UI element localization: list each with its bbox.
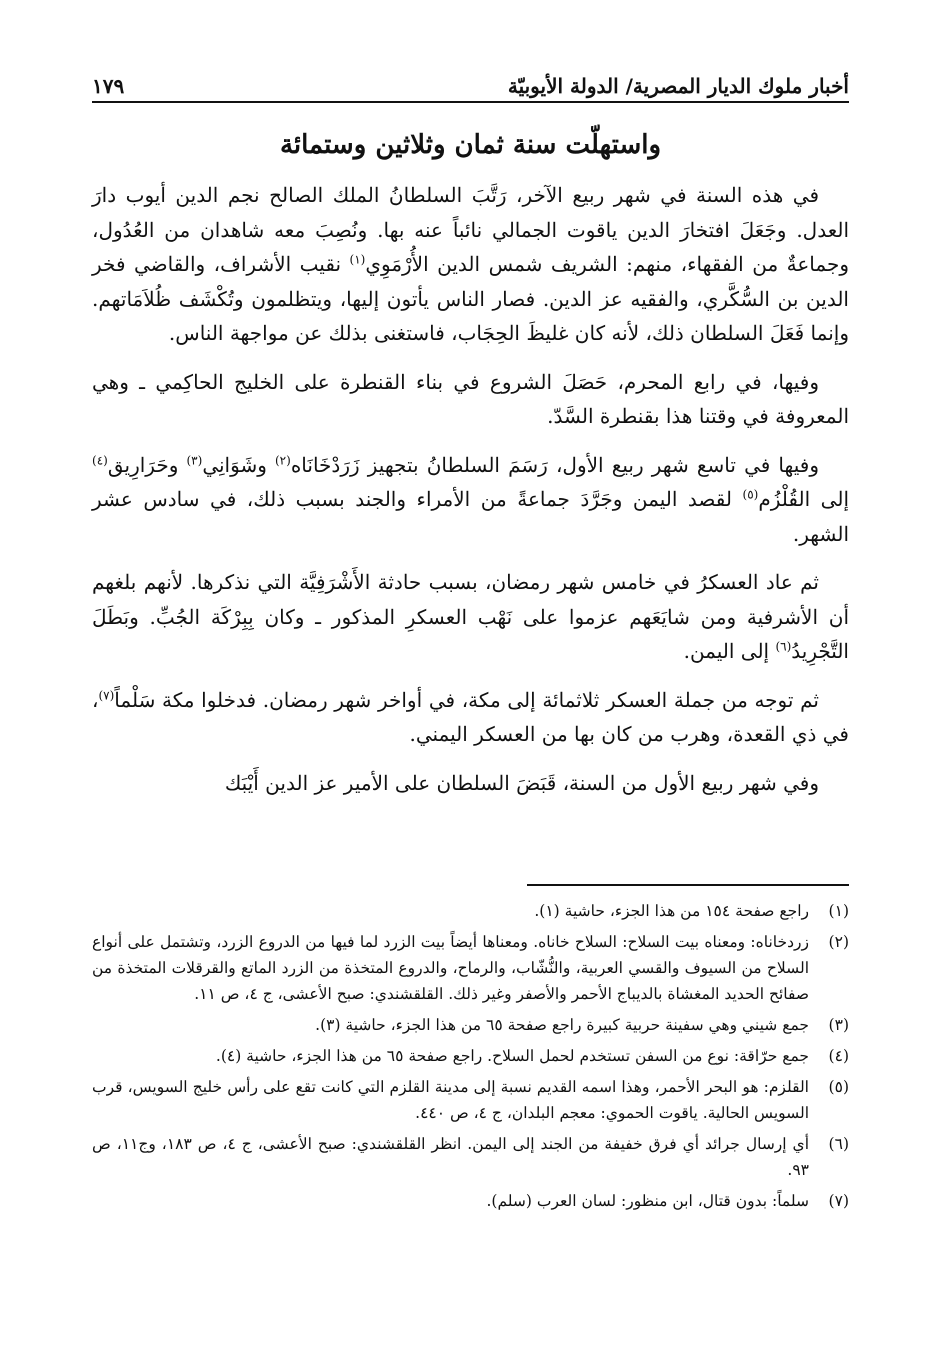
paragraph: ثم عاد العسكرُ في خامس شهر رمضان، بسبب حادثة الأَشْرَفِيَّة التي نذكرها. لأنهم بلغهم أن الأشرفية ومن شايَعَهم عزموا على نَهْب العسكرِ المذكور ـ وكان بِبِرْكَة الجُبِّ. وبَطَلَ التَّجْرِيدُ$^{(٦)}$ إلى اليمن. bbox=[92, 570, 849, 663]
footnote-ref: (٤) bbox=[92, 452, 108, 467]
paragraph: وفيها، في رابع المحرم، حَصَلَ الشروع في بناء القنطرة على الخليج الحاكِمي ـ وهي المعروفة في وقتنا هذا بقنطرة السَّدّ. bbox=[92, 369, 849, 428]
paragraph: ثم توجه من جملة العسكر ثلاثمائة إلى مكة، في أواخر شهر رمضان. فدخلوا مكة سَلْماً$^{(٧)}$، في ذي القعدة، وهرب من كان بها من العسكر اليمني. bbox=[92, 687, 849, 746]
footnote-ref: (٢) bbox=[274, 452, 291, 467]
footnote-ref: (٦) bbox=[775, 639, 792, 654]
chapter-title: واستهلّت سنة ثمان وثلاثين وستمائة bbox=[279, 130, 662, 160]
footnote-ref: (١) bbox=[349, 252, 366, 267]
page-header bbox=[92, 60, 849, 98]
page-number: ١٧٩ bbox=[92, 74, 125, 98]
footnote-ref: (٣) bbox=[186, 452, 203, 467]
footnote-ref: (٥) bbox=[742, 487, 759, 502]
footnote: (٥) القلزم: هو البحر الأحمر، وهذا اسمه القديم نسبة إلى مدينة القلزم التي كانت تقع على رأس خليج السويس، قرب السويس الحالية. ياقوت الحموي: معجم البلدان، ج ٤، ص ٤٤٠. bbox=[92, 1078, 849, 1122]
footnote: (٦) أي إرسال جرائد أي فرق خفيفة من الجند إلى اليمن. انظر القلقشندي: صبح الأعشى، ج ٤، ص ١٨٣، وج١١، ص ٩٣. bbox=[92, 1135, 849, 1179]
running-title: أخبار ملوك الديار المصرية/ الدولة الأيوبيّة bbox=[507, 74, 849, 98]
header-rule bbox=[92, 101, 849, 103]
footnote-ref: (٧) bbox=[98, 687, 115, 702]
paragraph: وفي شهر ربيع الأول من السنة، قَبَضَ السلطان على الأمير عز الدين أَيْبَك bbox=[224, 770, 819, 795]
main-text bbox=[92, 178, 849, 814]
footnote: (٤) جمع حرّاقة: نوع من السفن تستخدم لحمل السلاح. راجع صفحة ٦٥ من هذا الجزء، حاشية (٤). bbox=[215, 1047, 849, 1065]
paragraph: وفيها في تاسع شهر ربيع الأول، رَسَمَ السلطانُ بتجهيز زَرَدْخَانَاه$^{(٢)}$ وشَوَانِي$^{(٣)}$ وحَرَارِيق$^{(٤)}$ إلى القُلْزُم$^{(٥)}$ لقصد اليمن وجَرَّدَ جماعةً من الأمراء والجند بسبب ذلك، في سادس عشر الشهر. bbox=[92, 452, 850, 546]
footnote: (٣) جمع شيني وهي سفينة حربية كبيرة راجع صفحة ٦٥ من هذا الجزء، حاشية (٣). bbox=[315, 1016, 849, 1034]
footnote: (٧) سلماً: بدون قتال، ابن منظور: لسان العرب (سلم). bbox=[486, 1192, 849, 1210]
footnotes bbox=[92, 898, 849, 1219]
footnote: (١) راجع صفحة ١٥٤ من هذا الجزء، حاشية (١). bbox=[534, 902, 849, 920]
footnote: (٢) زردخاناه: ومعناه بيت السلاح: السلاح خاناه. ومعناها أيضاً بيت الزرد لما فيها من الدروع الزرد، وتشتمل على أنواع السلاح من السيوف والقسي العربية، والنُّشّاب، والرماح، والدروع المتخذة من الزرد الماتع والقرقلات المتخذة من صفائح الحديد المغشاة بالديباج الأحمر والأصفر وغير ذلك. القلقشندي: صبح الأعشى، ج ٤، ص ١١. bbox=[92, 933, 849, 1003]
footnote-rule bbox=[527, 884, 849, 886]
paragraph: في هذه السنة في شهر ربيع الآخر، رَتَّبَ السلطانُ الملك الصالح نجم الدين أيوب دارَ العدل. وجَعَلَ افتخارَ الدين ياقوت الجمالي نائباً عنه بها. ونُصِبَ معه شاهدان من العُدُول، وجماعةٌ من الفقهاء، منهم: الشريف شمس الدين الأُرْمَوِي$^{(١)}$ نقيب الأشراف، والقاضي فخر الدين بن السُّكَّري، والفقيه عز الدين. فصار الناس يأتون إليها، ويتظلمون وتُكْشَف ظُلاَمَاتهم. وإنما فَعَلَ السلطان ذلك، لأنه كان غليظَ الحِجَاب، فاستغنى بذلك عن مواجهة الناس. bbox=[92, 183, 849, 345]
